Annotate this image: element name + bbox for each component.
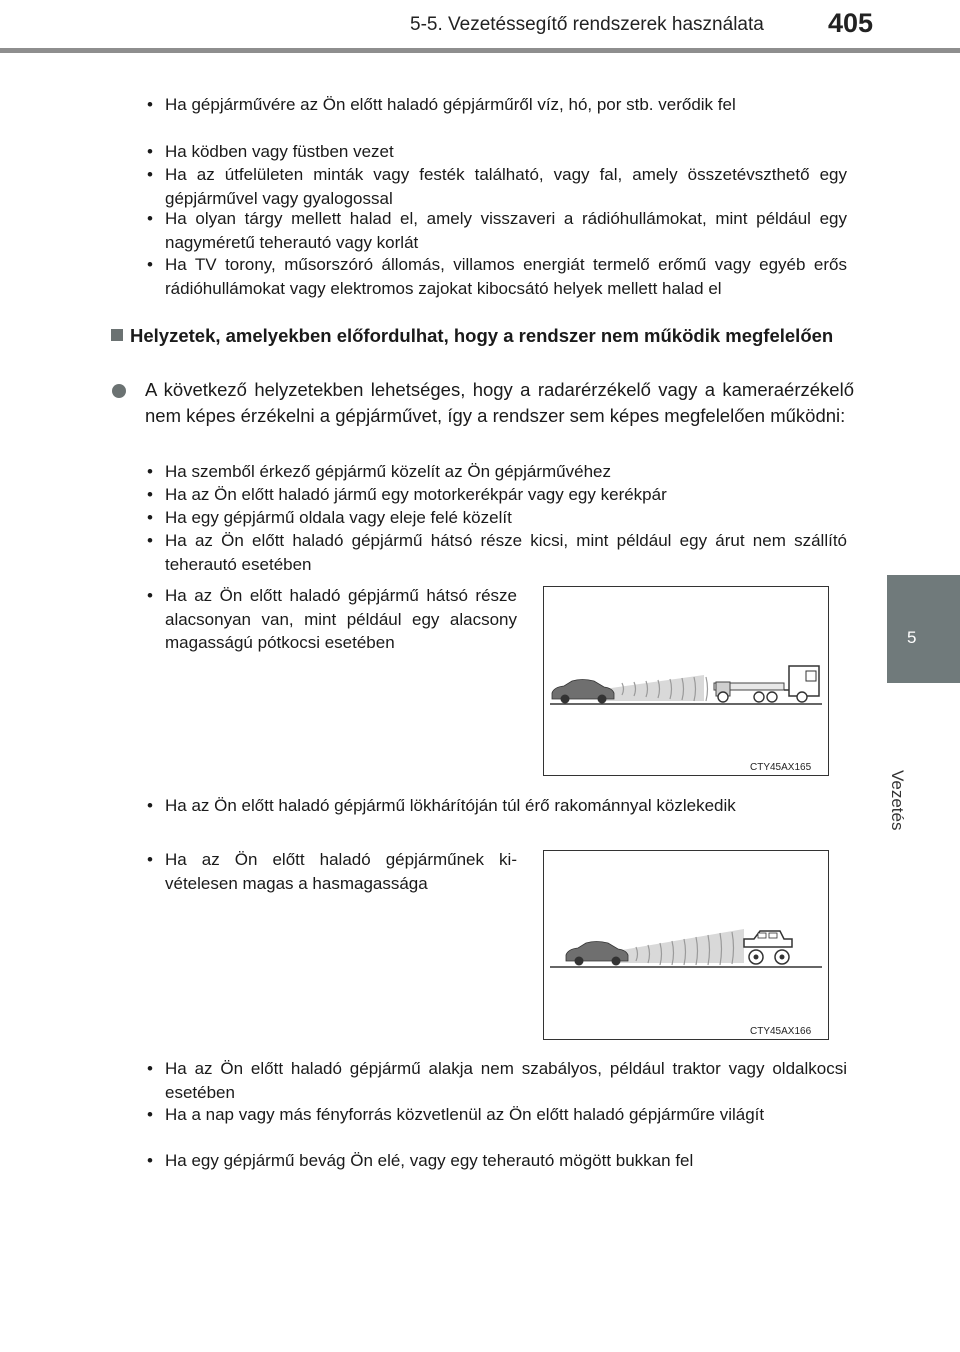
chapter-tab-number: 5 [907,628,917,647]
list-item: • Ha TV torony, műsorszóró állomás, villamos energiát termelő erőmű vagy egyéb erős rádióhullámokat vagy elektromos zajokat kibocsátó helyek mellett halad el [147,255,847,298]
header-rule [0,48,960,53]
list-item: • Ha az Ön előtt haladó gépjármű alakja nem szabályos, például traktor vagy oldalkocsi esetében [147,1059,847,1102]
list-item: • Ha szemből érkező gépjármű közelít az Ön gépjárművéhez [147,462,611,481]
figure-low-trailer [543,586,829,776]
chapter-tab [887,575,960,683]
list-item: • Ha egy gépjármű oldala vagy eleje felé közelít [147,508,512,527]
circle-bullet-icon [112,384,126,398]
list-item: • Ha az Ön előtt haladó jármű egy motorkerékpár vagy egy kerékpár [147,485,667,504]
list-item: • Ha az Ön előtt haladó gépjármű hátsó része kicsi, mint például egy árut nem szállító teherautó esetében [147,531,847,574]
list-item: • Ha ködben vagy füstben vezet [147,142,394,161]
list-item: • Ha az Ön előtt haladó gépjárműnek kivételesen magas a hasmagassága [147,850,517,893]
list-item: • Ha olyan tárgy mellett halad el, amely visszaveri a rádióhullámokat, mint például egy nagyméretű teherautó vagy korlát [147,209,847,252]
running-header-title: 5-5. Vezetéssegítő rendszerek használata [410,14,764,35]
list-item: • Ha egy gépjármű bevág Ön elé, vagy egy teherautó mögött bukkan fel [147,1151,694,1170]
list-item: • Ha gépjárművére az Ön előtt haladó gépjárműről víz, hó, por stb. verődik fel [147,95,736,114]
page-number: 405 [828,8,874,38]
list-item: • Ha az Ön előtt haladó gépjármű hátsó része alacsonyan van, mint például egy alacsony magasságú pótkocsi esetében [147,586,517,652]
chapter-side-label-text: Vezetés [888,770,907,831]
high-clearance-illustration [544,851,828,1039]
figure-code: CTY45AX166 [750,1026,812,1037]
figure-code: CTY45AX165 [750,762,812,773]
intro-paragraph: A következő helyzetekben lehetséges, hogy a radarérzékelő vagy a kameraérzékelő nem képes érzékelni a gépjárművet, így a rendszer sem képes megfelelően működni: [145,379,854,426]
list-item: • Ha az útfelületen minták vagy festék található, vagy fal, amely összetévszthető egy gépjárművel vagy gyalogossal [147,165,847,208]
square-bullet-icon [111,329,123,341]
list-item: • Ha a nap vagy más fényforrás közvetlenül az Ön előtt haladó gépjárműre világít [147,1105,765,1124]
figure-high-clearance [543,850,829,1040]
chapter-side-label [888,700,931,831]
section-heading: Helyzetek, amelyekben előfordulhat, hogy a rendszer nem működik megfelelően [130,325,834,346]
low-trailer-illustration [544,587,828,775]
list-item: • Ha az Ön előtt haladó gépjármű lökhárítóján túl érő rakománnyal közlekedik [147,796,736,815]
